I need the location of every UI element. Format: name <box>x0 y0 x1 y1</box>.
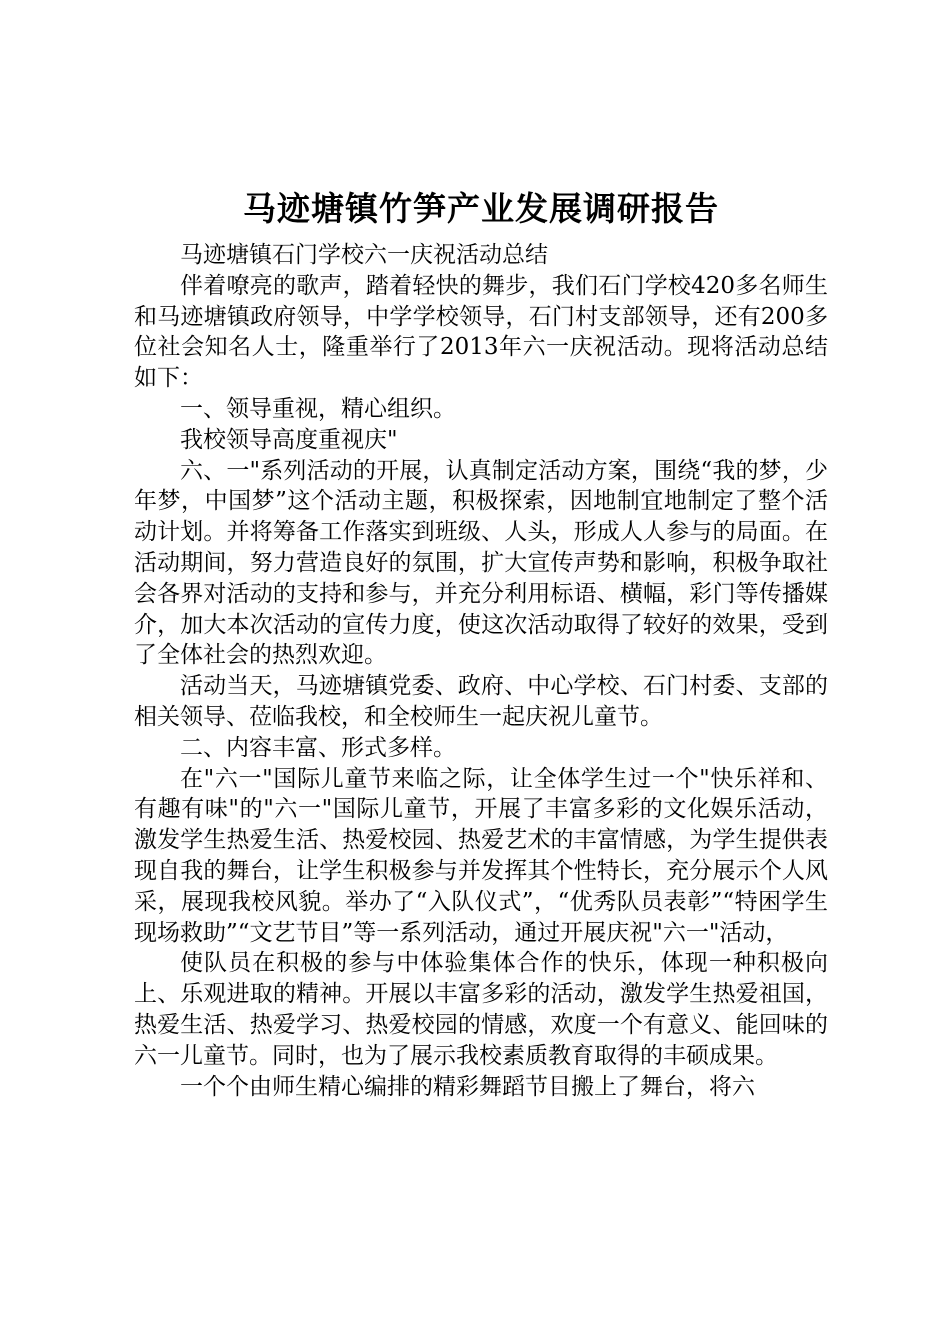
section-heading-1: 一、领导重视，精心组织。 <box>180 395 456 422</box>
paragraph: 一个个由师生精心编排的精彩舞蹈节目搬上了舞台，将六 <box>180 1073 755 1100</box>
document-page <box>134 184 828 1102</box>
paragraph-intro: 伴着嘹亮的歌声，踏着轻快的舞步，我们石门学校420多名师生和马迹塘镇政府领导，中学学校领导，石门村支部领导，还有200多位社会知名人士，隆重举行了2013年六一庆祝活动。现将活动总结如下： <box>134 272 828 392</box>
paragraph: 六、一"系列活动的开展，认真制定活动方案，围绕“我的梦，少年梦，中国梦”这个活动主题，积极探索，因地制宜地制定了整个活动计划。并将筹备工作落实到班级、人头，形成人人参与的局面。在活动期间，努力营造良好的氛围，扩大宣传声势和影响，积极争取社会各界对活动的支持和参与，并充分利用标语、横幅，彩门等传播媒介，加大本次活动的宣传力度，使这次活动取得了较好的效果，受到了全体社会的热烈欢迎。 <box>134 457 828 669</box>
paragraph: 活动当天，马迹塘镇党委、政府、中心学校、石门村委、支部的相关领导、莅临我校，和全校师生一起庆祝儿童节。 <box>134 673 828 730</box>
section-heading-2: 二、内容丰富、形式多样。 <box>180 734 456 761</box>
document-subtitle: 马迹塘镇石门学校六一庆祝活动总结 <box>180 242 548 268</box>
paragraph: 使队员在积极的参与中体验集体合作的快乐，体现一种积极向上、乐观进取的精神。开展以丰富多彩的活动，激发学生热爱祖国，热爱生活、热爱学习、热爱校园的情感，欢度一个有意义、能回味的六一儿童节。同时，也为了展示我校素质教育取得的丰硕成果。 <box>134 950 828 1069</box>
paragraph: 我校领导高度重视庆" <box>180 426 398 453</box>
document-title: 马迹塘镇竹笋产业发展调研报告 <box>243 189 719 228</box>
paragraph: 在"六一"国际儿童节来临之际，让全体学生过一个"快乐祥和、有趣有味"的"六一"国际儿童节，开展了丰富多彩的文化娱乐活动，激发学生热爱生活、热爱校园、热爱艺术的丰富情感，为学生提供表现自我的舞台，让学生积极参与并发挥其个性特长，充分展示个人风采，展现我校风貌。举办了“入队仪式”，“优秀队员表彰”“特困学生现场救助”“文艺节目”等一系列活动，通过开展庆祝"六一"活动， <box>134 765 828 946</box>
